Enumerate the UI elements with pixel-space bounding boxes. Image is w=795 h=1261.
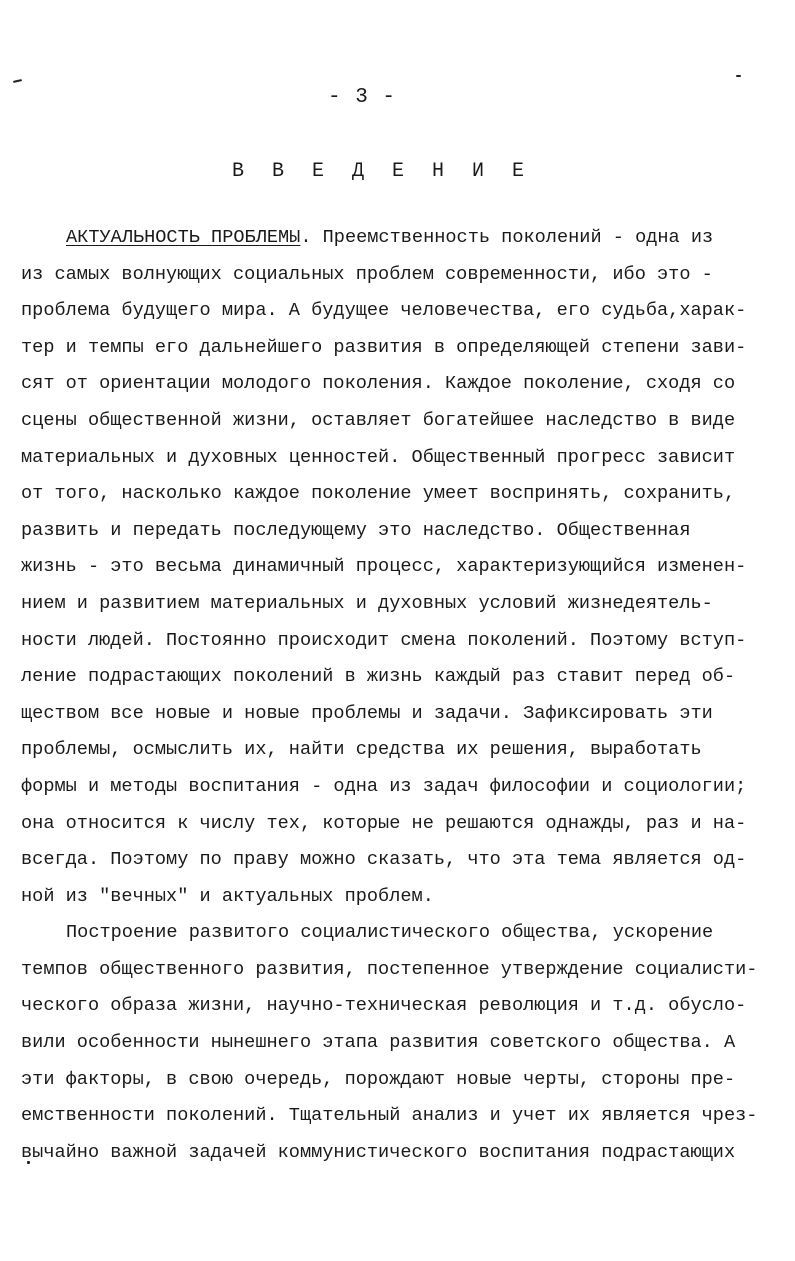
- body-text: [21, 220, 757, 1171]
- text-line: ной из "вечных" и актуальных проблем.: [21, 885, 434, 907]
- text-line: жизнь - это весьма динамичный процесс, характеризующийся изменен-: [21, 556, 747, 578]
- text-line: формы и методы воспитания - одна из задач философии и социологии;: [21, 775, 747, 797]
- text-line: проблемы, осмыслить их, найти средства их решения, выработать: [21, 739, 702, 761]
- page-number: - 3 -: [327, 86, 396, 109]
- text-line: проблема будущего мира. А будущее человечества, его судьба,харак-: [21, 300, 747, 322]
- text-line: развить и передать последующему это наследство. Общественная: [21, 519, 691, 541]
- text-line: тер и темпы его дальнейшего развития в определяющей степени зави-: [21, 336, 747, 358]
- text-line: от того, насколько каждое поколение умеет воспринять, сохранить,: [21, 483, 736, 505]
- section-heading: В В Е Д Е Н И Е: [231, 160, 533, 183]
- text-line: нием и развитием материальных и духовных условий жизнедеятель-: [21, 592, 713, 614]
- text-line: Построение развитого социалистического общества, ускорение: [66, 922, 714, 944]
- text-line: ности людей. Постоянно происходит смена поколений. Поэтому вступ-: [21, 629, 747, 651]
- text-line: она относится к числу тех, которые не решаются однажды, раз и на-: [21, 812, 747, 834]
- text-line: из самых волнующих социальных проблем современности, ибо это -: [21, 263, 713, 285]
- text-line-content: . Преемственность поколений - одна из: [300, 227, 714, 248]
- text-line: вычайно важной задачей коммунистического воспитания подрастающих: [21, 1141, 736, 1163]
- text-line: сят от ориентации молодого поколения. Каждое поколение, сходя со: [21, 373, 736, 395]
- text-line: материальных и духовных ценностей. Общественный прогресс зависит: [21, 446, 736, 468]
- text-line: сцены общественной жизни, оставляет богатейшее наследство в виде: [21, 409, 736, 431]
- text-line: ление подрастающих поколений в жизнь каждый раз ставит перед об-: [21, 666, 736, 688]
- scan-speck: [736, 75, 741, 77]
- scan-speck: [13, 79, 22, 83]
- text-line: всегда. Поэтому по праву можно сказать, что эта тема является од-: [21, 849, 747, 871]
- text-line: ществом все новые и новые проблемы и задачи. Зафиксировать эти: [21, 702, 713, 724]
- text-line: вили особенности нынешнего этапа развития советского общества. А: [21, 1032, 736, 1054]
- text-line: темпов общественного развития, постепенное утверждение социалисти-: [21, 958, 757, 980]
- text-line: [21, 220, 757, 257]
- text-line: ческого образа жизни, научно-техническая революция и т.д. обусло-: [21, 995, 747, 1017]
- text-line: эти факторы, в свою очередь, порождают новые черты, стороны пре-: [21, 1068, 736, 1090]
- text-line: емственности поколений. Тщательный анализ и учет их является чрез-: [21, 1105, 757, 1127]
- topic-relevance-label: АКТУАЛЬНОСТЬ ПРОБЛЕМЫ: [66, 227, 301, 248]
